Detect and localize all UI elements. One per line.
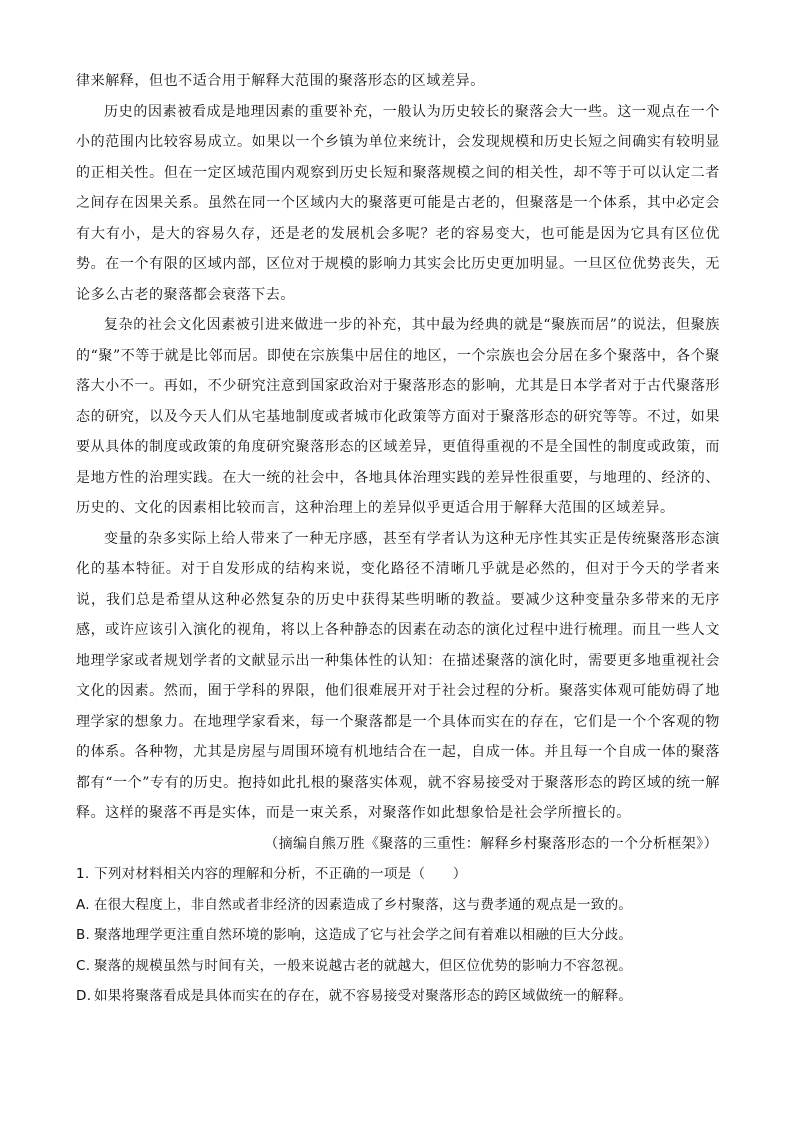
article-paragraph-continued: 律来解释，但也不适合用于解释大范围的聚落形态的区域差异。 — [76, 73, 485, 89]
article-source: （摘编自熊万胜《聚落的三重性：解释乡村聚落形态的一个分析框架》） — [264, 835, 718, 852]
article-paragraph-culture: 复杂的社会文化因素被引进来做进一步的补充，其中最为经典的就是“聚族而居”的说法，但聚族的“聚”不等于就是比邻而居。即使在宗族集中居住的地区，一个宗族也会分居在多个聚落中，各个聚落大小不一。再如，不少研究注意到国家政治对于聚落形态的影响，尤其是日本学者对于古代聚落形态的研究，以及今天人们从宅基地制度或者城市化政策等方面对于聚落形态的研究等等。不过，如果要从具体的制度或政策的角度研究聚落形态的区域差异，更值得重视的不是全国性的制度或政策，而是地方性的治理实践。在大一统的社会中，各地具体治理实践的差异性很重要，与地理的、经济的、历史的、文化的因素相比较而言，这种治理上的差异似乎更适合用于解释大范围的区域差异。 — [76, 317, 720, 516]
option-text: 在很大程度上，非自然或者非经济的因素造成了乡村聚落，这与费孝通的观点是一致的。 — [94, 896, 633, 913]
option-text: 聚落地理学更注重自然环境的影响，这造成了它与社会学之间有着难以相融的巨大分歧。 — [94, 927, 633, 943]
option-label: A. — [76, 896, 90, 913]
option-text: 聚落的规模虽然与时间有关，一般来说越古老的就越大，但区位优势的影响力不容忽视。 — [94, 957, 633, 974]
option-text: 如果将聚落看成是具体而实在的存在，就不容易接受对聚落形态的跨区域做统一的解释。 — [94, 988, 633, 1004]
article-paragraph-variables: 变量的杂多实际上给人带来了一种无序感，甚至有学者认为这种无序性其实正是传统聚落形态演化的基本特征。对于自发形成的结构来说，变化路径不清晰几乎就是必然的，但对于今天的学者来说，我们总是希望从这种必然复杂的历史中获得某些明晰的教益。要减少这种变量杂多带来的无序感，或许应该引入演化的视角，将以上各种静态的因素在动态的演化过程中进行梳理。而且一些人文地理学家或者规划学者的文献显示出一种集体性的认知：在描述聚落的演化时，需要更多地重视社会文化的因素。然而，囿于学科的界限，他们很难展开对于社会过程的分析。聚落实体观可能妨碍了地理学家的想象力。在地理学家看来，每一个聚落都是一个具体而实在的存在，它们是一个个客观的物的体系。各种物，尤其是房屋与周围环境有机地结合在一起，自成一体。并且每一个自成一体的聚落都有“一个”专有的历史。抱持如此扎根的聚落实体观，就不容易接受对于聚落形态的跨区域的统一解释。这样的聚落不再是实体，而是一束关系，对聚落作如此想象恰是社会学所擅长的。 — [76, 530, 720, 821]
option-a[interactable] — [76, 890, 720, 921]
option-label: B. — [76, 927, 91, 943]
question-stem: 1. 下列对材料相关内容的理解和分析，不正确的一项是（ ） — [76, 866, 467, 882]
option-label: C. — [76, 957, 91, 974]
article-paragraph-history: 历史的因素被看成是地理因素的重要补充，一般认为历史较长的聚落会大一些。这一观点在一个小的范围内比较容易成立。如果以一个乡镇为单位来统计，会发现规模和历史长短之间确实有较明显的正相关性。但在一定区域范围内观察到历史长短和聚落规模之间的相关性，却不等于可以认定二者之间存在因果关系。虽然在同一个区域内大的聚落更可能是古老的，但聚落是一个体系，其中必定会有大有小，是大的容易久存，还是老的发展机会多呢？老的容易变大，也可能是因为它具有区位优势。在一个有限的区域内部，区位对于规模的影响力其实会比历史更加明显。一旦区位优势丧失，无论多么古老的聚落都会衰落下去。 — [76, 103, 720, 303]
option-d[interactable] — [76, 981, 720, 1012]
option-label: D. — [76, 988, 92, 1004]
option-c[interactable] — [76, 951, 720, 982]
option-b[interactable] — [76, 920, 720, 951]
